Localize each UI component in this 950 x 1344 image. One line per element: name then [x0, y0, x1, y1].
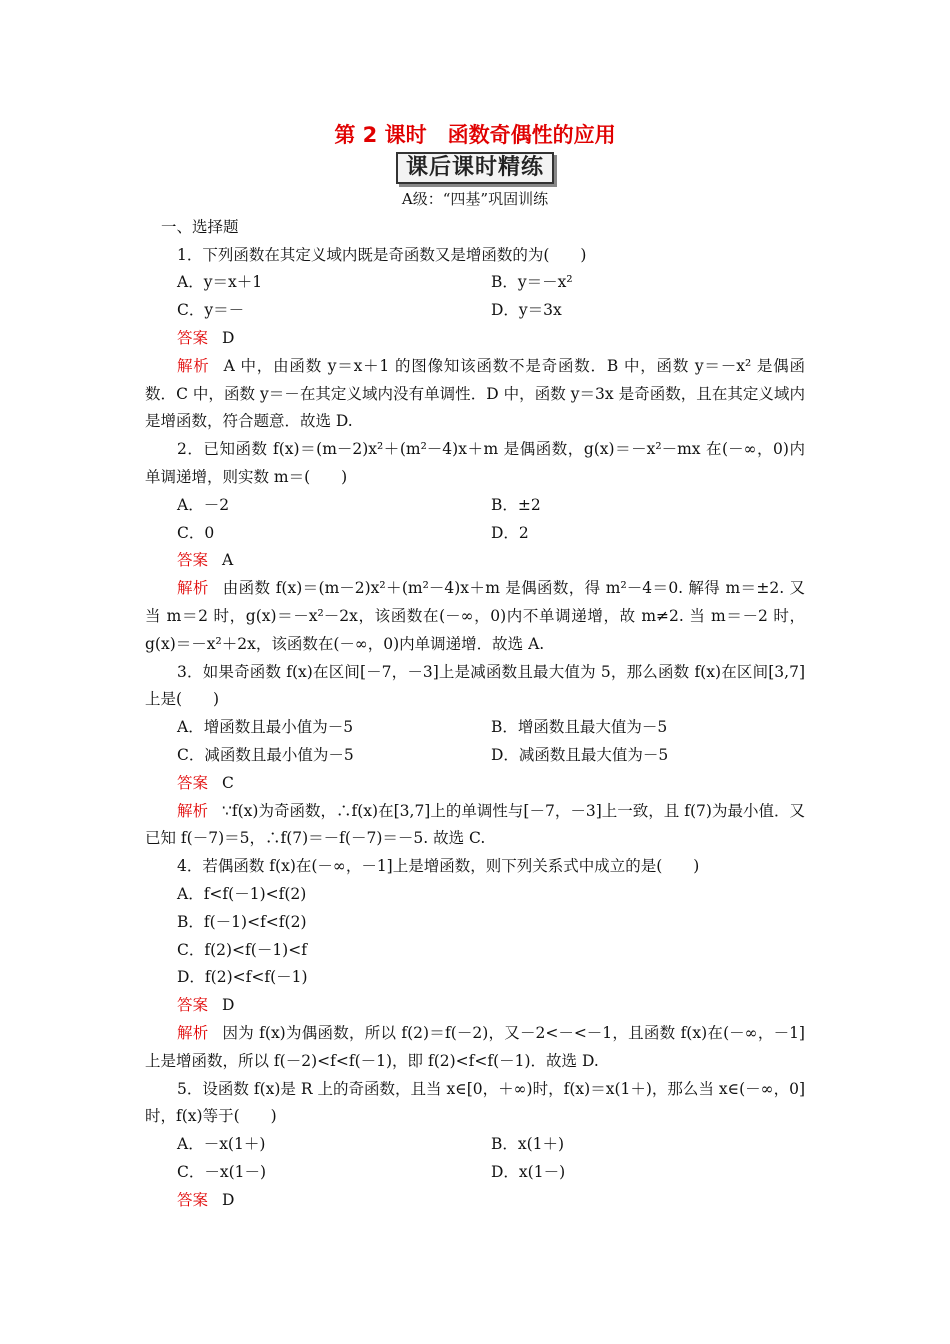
question-1-options-row-1 — [145, 269, 805, 297]
question-5-option-c: C．－x(1－) — [177, 1162, 267, 1181]
question-2-analysis — [145, 575, 805, 658]
answer-value: D — [222, 1190, 235, 1209]
question-3-options-row-2 — [145, 742, 805, 770]
practice-banner: 课后课时精练 — [396, 152, 554, 184]
question-5-answer — [145, 1187, 805, 1215]
answer-value: A — [222, 551, 234, 570]
question-2-option-b: B．±2 — [491, 495, 541, 514]
answer-key: 答案 — [177, 551, 209, 570]
answer-value: D — [222, 328, 235, 347]
analysis-text: 因为 f(x)为偶函数，所以 f(2)＝f(－2)，又－2<－<－1，且函数 f(x)在(－∞，－1]上是增函数，所以 f(－2)<f<f(－1)，即 f(2)<f<f(－1)．故选 D. — [145, 1023, 805, 1070]
answer-key: 答案 — [177, 328, 209, 347]
question-4-stem: 4．若偶函数 f(x)在(－∞，－1]上是增函数，则下列关系式中成立的是( ) — [177, 857, 700, 876]
analysis-key: 解析 — [177, 579, 209, 598]
question-4-option-a: A．f<f(－1)<f(2) — [177, 884, 307, 903]
question-3-options-row-1 — [145, 714, 805, 742]
question-1-option-c: C．y＝－ — [177, 301, 245, 320]
question-3-analysis — [145, 798, 805, 854]
question-4-answer — [145, 992, 805, 1020]
question-3-option-b: B．增函数且最大值为－5 — [491, 718, 668, 737]
question-5-stem: 5．设函数 f(x)是 R 上的奇函数，且当 x∈[0，＋∞)时，f(x)＝x(1＋)，那么当 x∈(－∞，0]时，f(x)等于( ) — [145, 1079, 805, 1126]
question-4-analysis — [145, 1020, 805, 1076]
question-1-analysis — [145, 353, 805, 436]
answer-key: 答案 — [177, 996, 209, 1015]
answer-key: 答案 — [177, 1190, 209, 1209]
question-1-option-d: D．y＝3x — [491, 301, 562, 320]
question-2-options-row-2 — [145, 520, 805, 548]
level-heading: A级：“四基”巩固训练 — [401, 190, 549, 208]
section-heading: 一、选择题 — [161, 217, 239, 236]
banner-wrap — [145, 152, 805, 186]
question-3-stem: 3．如果奇函数 f(x)在区间[－7，－3]上是减函数且最大值为 5，那么函数 f(x)在区间[3,7]上是( ) — [145, 662, 805, 709]
question-4-option-b: B．f(－1)<f<f(2) — [177, 912, 307, 931]
answer-value: C — [222, 773, 234, 792]
question-list — [145, 214, 805, 1215]
analysis-key: 解析 — [177, 801, 209, 820]
question-5-option-a: A．－x(1＋) — [177, 1135, 266, 1154]
question-3-option-a: A．增函数且最小值为－5 — [177, 718, 354, 737]
answer-key: 答案 — [177, 773, 209, 792]
question-1-answer — [145, 325, 805, 353]
question-2-stem: 2．已知函数 f(x)＝(m－2)x²＋(m²－4)x＋m 是偶函数，g(x)＝－x²－mx 在(－∞，0)内单调递增，则实数 m＝( ) — [145, 440, 805, 486]
analysis-text: 由函数 f(x)＝(m－2)x²＋(m²－4)x＋m 是偶函数，得 m²－4＝0. 解得 m＝±2. 又当 m＝2 时，g(x)＝－x²－2x，该函数在(－∞，0)内不单调递增，故 m≠2. 当 m＝－2 时，g(x)＝－x²＋2x，该函数在(－∞，0)内单调递增．故选 A. — [145, 579, 805, 653]
analysis-key: 解析 — [177, 1023, 209, 1042]
question-1-stem: 1．下列函数在其定义域内既是奇函数又是增函数的为( ) — [177, 245, 587, 264]
analysis-key: 解析 — [177, 356, 210, 375]
question-5-options-row-2 — [145, 1159, 805, 1187]
question-2-answer — [145, 547, 805, 575]
analysis-text: ∵f(x)为奇函数，∴f(x)在[3,7]上的单调性与[－7，－3]上一致，且 f(7)为最小值．又已知 f(－7)＝5，∴f(7)＝－f(－7)＝－5. 故选 C. — [145, 801, 805, 848]
question-1-options-row-2 — [145, 297, 805, 325]
question-3-option-d: D．减函数且最大值为－5 — [491, 745, 669, 764]
question-4-option-d: D．f(2)<f<f(－1) — [177, 968, 308, 987]
analysis-text: A 中，由函数 y＝x＋1 的图像知该函数不是奇函数．B 中，函数 y＝－x² 是偶函数．C 中，函数 y＝－在其定义域内没有单调性．D 中，函数 y＝3x 是奇函数，且在其定义域内是增函数，符合题意．故选 D. — [145, 356, 805, 431]
question-1-option-b: B．y＝－x² — [491, 273, 573, 292]
question-1-option-a: A．y＝x＋1 — [177, 273, 263, 292]
question-5-options-row-1 — [145, 1131, 805, 1159]
question-2-option-c: C．0 — [177, 523, 215, 542]
question-2-option-a: A．－2 — [177, 495, 230, 514]
question-4-option-c: C．f(2)<f(－1)<f — [177, 940, 307, 959]
question-3-option-c: C．减函数且最小值为－5 — [177, 745, 354, 764]
question-2-options-row-1 — [145, 492, 805, 520]
question-2-option-d: D．2 — [491, 523, 529, 542]
answer-value: D — [222, 996, 235, 1015]
lesson-title: 第 2 课时 函数奇偶性的应用 — [334, 123, 616, 147]
question-5-option-b: B．x(1＋) — [491, 1135, 565, 1154]
question-5-option-d: D．x(1－) — [491, 1162, 566, 1181]
question-3-answer — [145, 770, 805, 798]
